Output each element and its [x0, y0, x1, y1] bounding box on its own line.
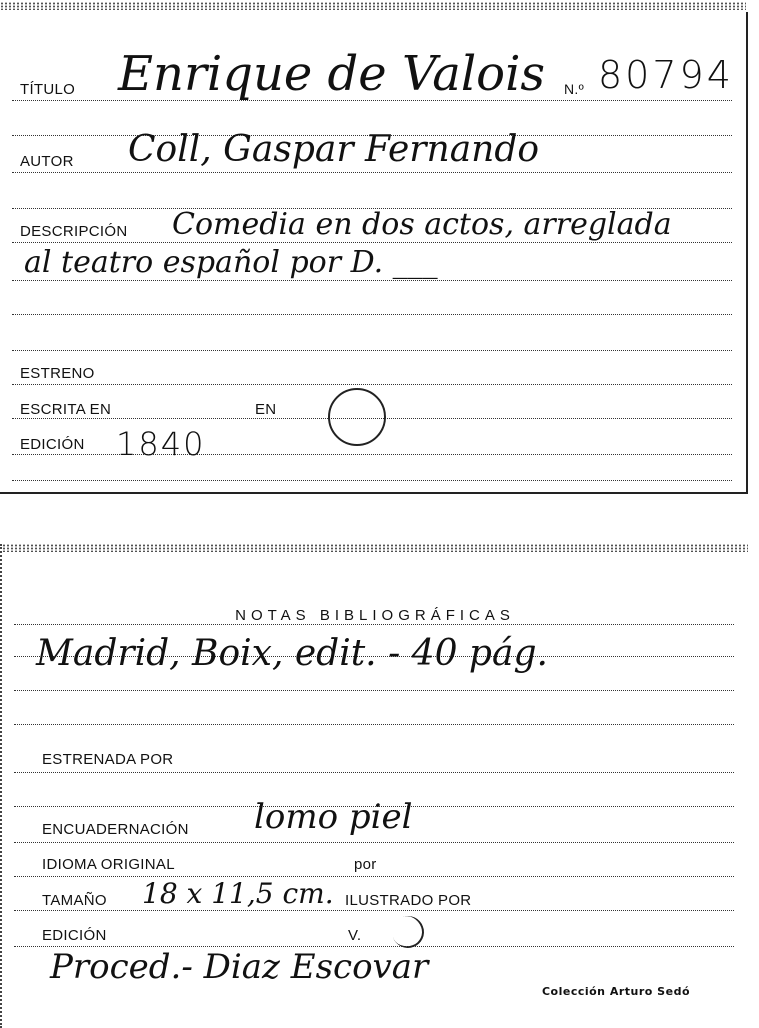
dotted-rule	[12, 480, 732, 481]
estreno-label: ESTRENO	[20, 365, 95, 382]
descripcion-line1: Comedia en dos actos, arreglada	[172, 207, 672, 242]
dotted-rule	[14, 624, 734, 625]
estrenada-por-label: ESTRENADA POR	[42, 751, 174, 768]
procedencia-value: Proced.- Diaz Escovar	[50, 947, 429, 987]
edicion-label-bottom: EDICIÓN	[42, 927, 107, 944]
edicion-label: EDICIÓN	[20, 436, 85, 453]
tamano-value: 18 x 11,5 cm.	[142, 877, 334, 910]
numero-label: N.º	[564, 81, 585, 97]
dotted-rule	[12, 172, 732, 173]
en-label: EN	[255, 401, 277, 418]
dotted-rule	[14, 910, 734, 911]
dotted-rule	[14, 772, 734, 773]
dotted-rule	[14, 724, 734, 725]
v-label: V.	[348, 927, 362, 944]
encuadernacion-label: ENCUADERNACIÓN	[42, 821, 189, 838]
encuadernacion-value: lomo piel	[254, 797, 413, 837]
collection-credit: Colección Arturo Sedó	[541, 985, 690, 998]
dotted-rule	[12, 280, 732, 281]
dotted-rule	[12, 242, 732, 243]
catalog-card-top	[0, 12, 748, 494]
dotted-rule	[12, 314, 732, 315]
dotted-rule	[14, 842, 734, 843]
notas-value: Madrid, Boix, edit. - 40 pág.	[36, 633, 548, 674]
titulo-value: Enrique de Valois	[118, 46, 546, 102]
torn-edge-top	[0, 2, 746, 10]
escrita-en-label: ESCRITA EN	[20, 401, 112, 418]
torn-edge-bottom-card	[2, 544, 748, 552]
dotted-rule	[14, 876, 734, 877]
idioma-original-label: IDIOMA ORIGINAL	[42, 856, 175, 873]
edicion-value: 1840	[116, 425, 206, 463]
autor-label: AUTOR	[20, 153, 74, 170]
dotted-rule	[12, 384, 732, 385]
descripcion-label: DESCRIPCIÓN	[20, 223, 128, 240]
autor-value: Coll, Gaspar Fernando	[128, 129, 540, 170]
dotted-rule	[14, 690, 734, 691]
por-label: por	[354, 856, 377, 873]
circle-mark	[328, 388, 386, 446]
dotted-rule	[12, 350, 732, 351]
notas-heading: NOTAS BIBLIOGRÁFICAS	[235, 607, 515, 624]
ilustrado-por-label: ILUSTRADO POR	[345, 892, 472, 909]
titulo-label: TÍTULO	[20, 81, 76, 98]
catalog-card-bottom	[0, 544, 748, 1028]
tamano-label: TAMAÑO	[42, 892, 107, 909]
descripcion-line2: al teatro español por D. ___	[24, 245, 438, 280]
numero-value: 80794	[598, 53, 734, 97]
